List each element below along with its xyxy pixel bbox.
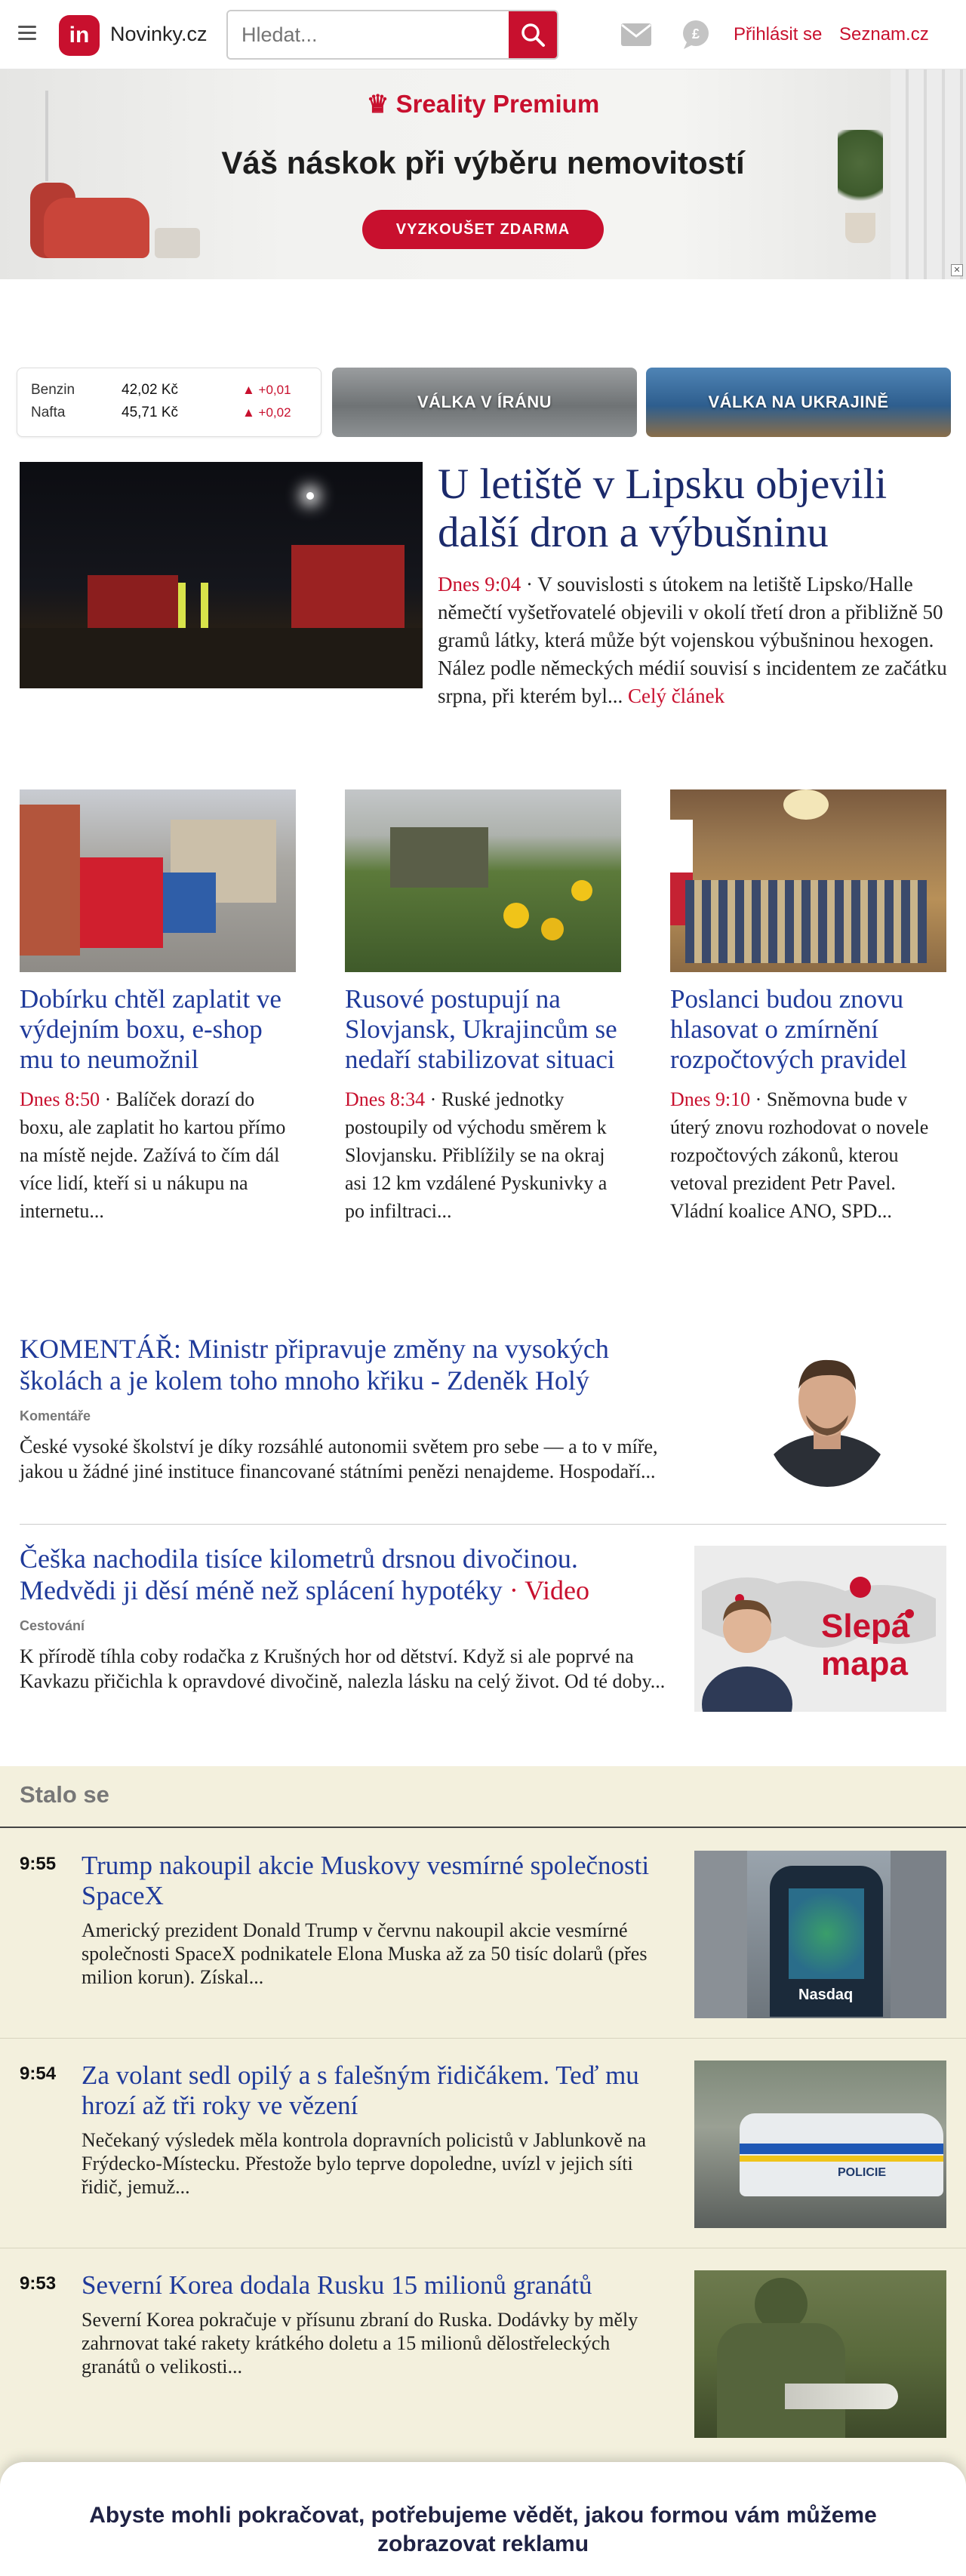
article-time: Dnes 9:04 <box>438 573 521 596</box>
news-item[interactable] <box>20 2261 946 2429</box>
comment-perex: České vysoké školství je díky rozsáhlé autonomii světem pro sebe — a to v míře, jakou u žádné jiné instituce financované státními penězi nenajdeme. Hospodaří... <box>20 1436 658 1482</box>
image-caption: POLICIE <box>838 2166 887 2179</box>
fuel-row <box>31 402 307 424</box>
site-header <box>0 0 966 69</box>
article-title[interactable]: Poslanci budou znovu hlasovat o zmírnění rozpočtových pravidel <box>670 984 907 1074</box>
consent-message: Abyste mohli pokračovat, potřebujeme vědět, jakou formou vám můžeme zobrazovat reklamu <box>89 2503 877 2556</box>
article-time: Dnes 9:10 <box>670 1088 751 1110</box>
chat-icon[interactable] <box>681 20 711 50</box>
image-detail <box>740 2144 943 2154</box>
image-detail <box>390 827 488 888</box>
section-label[interactable]: Komentáře <box>20 1408 91 1423</box>
lead-article-image[interactable] <box>20 462 423 688</box>
item-perex: Americký prezident Donald Trump v červnu nakoupil akcie vesmírné společnosti SpaceX podnikatele Elona Muska až za 50 tisíc dolarů (přes milion korun). Získal... <box>82 1919 648 1988</box>
video-story-title[interactable] <box>20 1543 676 1606</box>
menu-icon[interactable] <box>18 26 36 41</box>
item-title[interactable]: Trump nakoupil akcie Muskovy vesmírné společnosti SpaceX <box>82 1851 650 1910</box>
article-title[interactable]: Dobírku chtěl zaplatit ve výdejním boxu, e-shop mu to neumožnil <box>20 984 281 1074</box>
section-heading[interactable]: Stalo se <box>20 1781 109 1808</box>
article-perex: Dnes 8:34 · Ruské jednotky postoupily od východu směrem k Slovjansku. Přiblížily se na okraj asi 12 km vzdálené Pyskunivky a po infiltraci... <box>345 1088 608 1222</box>
image-detail <box>88 575 178 628</box>
fuel-price: 42,02 Kč <box>122 382 178 398</box>
banner-decoration <box>44 198 149 258</box>
banner-headline: Váš náskok při výběru nemovitostí <box>221 145 745 180</box>
article-title[interactable]: Rusové postupují na Slovjansk, Ukrajincům se nedaří stabilizovat situaci <box>345 984 617 1074</box>
image-detail <box>740 2113 943 2196</box>
svg-text:£: £ <box>691 26 700 42</box>
search-input[interactable] <box>228 11 509 58</box>
stalo-se-section <box>0 1766 966 2576</box>
fuel-row <box>31 379 307 402</box>
comment-title[interactable]: KOMENTÁŘ: Ministr připravuje změny na vysokých školách a je kolem toho mnoho křiku - Zdeněk Holý <box>20 1334 609 1396</box>
perex-text: Sněmovna bude v úterý znovu rozhodovat o novele rozpočtových zákonů, kterou vetoval prezident Petr Pavel. Vládní koalice ANO, SPD... <box>670 1088 929 1222</box>
section-label[interactable]: Cestování <box>20 1618 85 1633</box>
fuel-price: 45,71 Kč <box>122 405 178 420</box>
search-box <box>226 10 558 60</box>
item-perex: Severní Korea pokračuje v přísunu zbraní do Ruska. Dodávky by měly zahrnovat také rakety krátkého doletu a 15 milionů dělostřeleckých granátů o velikosti... <box>82 2309 638 2377</box>
mail-icon[interactable] <box>620 23 652 47</box>
image-detail <box>541 918 564 940</box>
image-detail <box>291 545 405 628</box>
image-caption: Nasdaq <box>798 1987 854 2003</box>
image-detail <box>571 880 592 901</box>
divider <box>20 1524 946 1525</box>
search-button[interactable] <box>509 11 557 58</box>
logo-text[interactable]: Novinky.cz <box>110 23 208 45</box>
perex-text: Ruské jednotky postoupily od východu směrem k Slovjansku. Přiblížily se na okraj asi 12 km vzdálené Pyskunivky a po infiltraci... <box>345 1088 608 1222</box>
image-detail <box>20 628 423 688</box>
article-card[interactable] <box>670 789 946 1225</box>
news-item[interactable] <box>20 1842 946 2009</box>
crown-icon: ♛ <box>366 90 396 118</box>
image-detail <box>503 903 529 928</box>
image-detail <box>891 1851 946 2018</box>
item-image[interactable] <box>694 2060 946 2228</box>
image-detail <box>685 880 927 963</box>
divider <box>0 1827 966 1828</box>
ad-close-icon[interactable]: ✕ <box>951 264 963 276</box>
item-time: 9:55 <box>20 1854 57 1874</box>
logo-mark[interactable]: in <box>59 15 100 56</box>
fuel-name: Nafta <box>31 405 66 420</box>
image-detail <box>785 2384 898 2409</box>
perex-text: Balíček dorazí do boxu, ale zaplatit ho kartou přímo na místě nejde. Zažívá to čím dál více lidí, kteří si u nákupu na internetu... <box>20 1088 286 1222</box>
fuel-prices-widget[interactable] <box>17 368 321 437</box>
ad-banner[interactable] <box>0 69 966 279</box>
image-detail <box>694 1851 747 2018</box>
image-detail <box>783 789 829 820</box>
item-time: 9:53 <box>20 2273 57 2294</box>
banner-cta-button[interactable]: VYZKOUŠET ZDARMA <box>362 210 604 249</box>
banner-brand: ♛ Sreality Premium <box>366 90 600 118</box>
item-image[interactable] <box>694 2270 946 2438</box>
banner-decoration <box>155 228 200 258</box>
article-card[interactable] <box>20 789 296 1225</box>
video-thumbnail[interactable] <box>694 1546 946 1712</box>
image-detail <box>670 820 693 873</box>
perex-text: V souvislosti s útokem na letiště Lipsko/Halle němečtí vyšetřovatelé objevili v okolí třetí dron a přibližně 50 gramů látky, která může být vojenskou výbušninou hexogen. Nález podle německých médií souvisí s incidentem ze začátku srpna, při kterém byl... <box>438 573 947 707</box>
article-card[interactable] <box>345 789 621 1225</box>
topic-war-iran[interactable]: VÁLKA V ÍRÁNU <box>332 368 637 437</box>
video-story-perex: K přírodě tíhla coby rodačka z Krušných hor od dětství. Když si ale poprvé na Kavkazu přičichla k opravdové divočině, nalezla lásku na celý život. Od té doby... <box>20 1645 666 1692</box>
article-image[interactable] <box>670 789 946 972</box>
item-title[interactable]: Severní Korea dodala Rusku 15 milionů granátů <box>82 2270 592 2300</box>
image-detail <box>80 857 163 948</box>
image-detail <box>20 805 80 956</box>
item-image[interactable] <box>694 1851 946 2018</box>
article-perex: Dnes 9:10 · Sněmovna bude v úterý znovu rozhodovat o novele rozpočtových zákonů, kterou vetoval prezident Petr Pavel. Vládní koalice ANO, SPD... <box>670 1088 929 1222</box>
fuel-name: Benzin <box>31 382 75 398</box>
image-detail <box>717 2323 845 2438</box>
item-time: 9:54 <box>20 2064 57 2084</box>
thumbnail-label: mapa <box>821 1645 908 1682</box>
image-detail <box>201 583 208 628</box>
article-image[interactable] <box>345 789 621 972</box>
image-detail <box>306 492 314 500</box>
search-icon <box>520 22 546 48</box>
fuel-change: ▲ +0,02 <box>242 405 291 420</box>
article-perex: Dnes 8:50 · Balíček dorazí do boxu, ale zaplatit ho kartou přímo na místě nejde. Zažívá to čím dál více lidí, kteří si u nákupu na internetu... <box>20 1088 286 1222</box>
video-label: · Video <box>509 1575 589 1605</box>
read-more-link[interactable]: Celý článek <box>627 685 725 707</box>
consent-dialog <box>0 2462 966 2576</box>
news-item[interactable] <box>20 2051 946 2219</box>
article-time: Dnes 8:34 <box>345 1088 426 1110</box>
item-title[interactable]: Za volant sedl opilý a s falešným řidičákem. Teď mu hrozí až tři roky ve vězení <box>82 2060 639 2120</box>
lead-article-title[interactable]: U letiště v Lipsku objevili další dron a výbušninu <box>438 460 888 556</box>
seznam-link[interactable]: Seznam.cz <box>839 24 929 45</box>
thumbnail-label: Slepá <box>821 1608 910 1645</box>
image-detail <box>789 1888 864 1979</box>
banner-decoration <box>845 213 875 243</box>
image-detail <box>163 873 216 933</box>
image-detail <box>740 2156 943 2162</box>
login-link[interactable]: Přihlásit se <box>734 24 823 45</box>
divider <box>0 2038 966 2039</box>
lead-article-perex: Dnes 9:04 · V souvislosti s útokem na letiště Lipsko/Halle němečtí vyšetřovatelé objevili v okolí třetí dron a přibližně 50 gramů látky, která může být vojenskou výbušninou hexogen. Nález podle německých médií souvisí s incidentem ze začátku srpna, při kterém byl... Celý článek <box>438 573 947 707</box>
video-story-headline: Češka nachodila tisíce kilometrů drsnou divočinou. Medvědi ji děsí méně než splácení hypotéky <box>20 1543 578 1605</box>
fuel-change: ▲ +0,01 <box>242 383 291 397</box>
item-perex: Nečekaný výsledek měla kontrola dopravních policistů v Jablunkově na Frýdecko-Místecku. Přestože bylo teprve dopoledne, uvízl v jejich síti řidič, jemuž... <box>82 2129 647 2198</box>
author-portrait <box>767 1336 888 1487</box>
author-avatar[interactable] <box>767 1336 888 1487</box>
article-time: Dnes 8:50 <box>20 1088 100 1110</box>
article-image[interactable] <box>20 789 296 972</box>
image-detail <box>178 583 186 628</box>
topic-war-ukraine[interactable]: VÁLKA NA UKRAJINĚ <box>646 368 951 437</box>
